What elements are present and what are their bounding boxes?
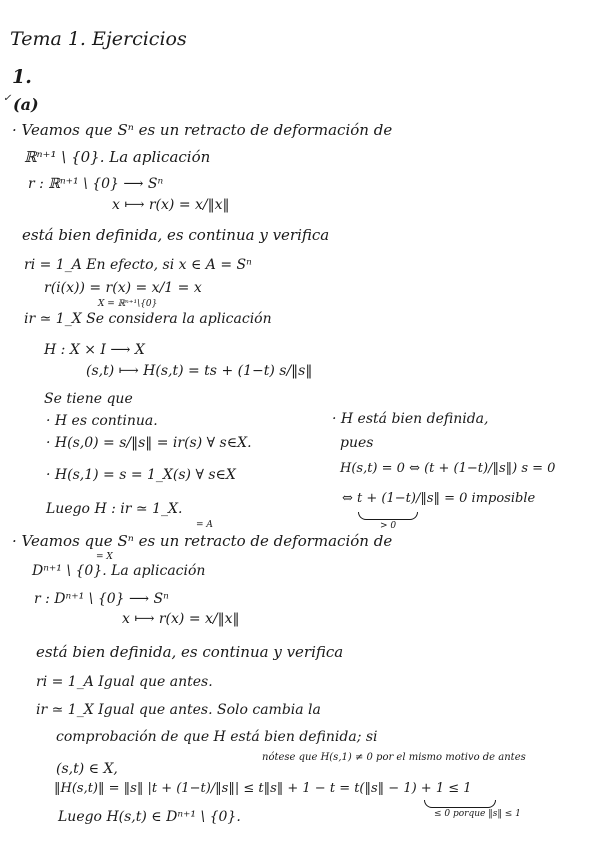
check-mark: ✓ [3, 93, 12, 104]
math-line: · H(s,1) = s = 1_X(s) ∀ s∈X [46, 467, 236, 483]
text-line: está bien definida, es continua y verifica [22, 226, 330, 244]
math-line: H : X × I ⟶ X [44, 342, 145, 358]
side-note: · H está bien definida, [332, 411, 489, 427]
text-line: está bien definida, es continua y verifica [36, 643, 344, 661]
text-line: Dⁿ⁺¹ \ {0}. La aplicación [32, 563, 206, 579]
text-line: · Veamos que Sⁿ es un retracto de deformación de [12, 532, 393, 550]
side-note: ⇔ t + (1−t)/‖s‖ = 0 imposible [342, 491, 536, 506]
side-note: pues [340, 435, 374, 451]
math-line: x ⟼ r(x) = x/‖x‖ [112, 197, 230, 213]
annotation: ≤ 0 porque ‖s‖ ≤ 1 [434, 809, 521, 819]
underbrace [358, 512, 418, 520]
text-line: Luego H(s,t) ∈ Dⁿ⁺¹ \ {0}. [58, 809, 241, 825]
side-note: H(s,t) = 0 ⇔ (t + (1−t)/‖s‖) s = 0 [340, 461, 556, 476]
math-line: r(i(x)) = r(x) = x/1 = x [44, 280, 202, 296]
annotation: = X [96, 552, 113, 562]
text-line: ir ≃ 1_X Igual que antes. Solo cambia la [36, 702, 321, 718]
math-line: (s,t) ∈ X, [56, 761, 118, 777]
text-line: Luego H : ir ≃ 1_X. [46, 501, 183, 517]
math-line: · H(s,0) = s/‖s‖ = ir(s) ∀ s∈X. [46, 435, 252, 451]
annotation: X = ℝⁿ⁺¹\{0} [98, 299, 158, 309]
annotation: = A [196, 520, 213, 530]
part-label: (a) [13, 95, 39, 114]
math-line: x ⟼ r(x) = x/‖x‖ [122, 611, 240, 627]
text-line: ℝⁿ⁺¹ \ {0}. La aplicación [24, 148, 211, 166]
annotation: > 0 [380, 521, 397, 531]
text-line: · Veamos que Sⁿ es un retracto de deformación de [12, 121, 393, 139]
math-line: r : Dⁿ⁺¹ \ {0} ⟶ Sⁿ [34, 591, 169, 607]
text-line: ri = 1_A En efecto, si x ∈ A = Sⁿ [24, 257, 252, 273]
page-title: Tema 1. Ejercicios [10, 28, 187, 50]
math-line: r : ℝⁿ⁺¹ \ {0} ⟶ Sⁿ [28, 176, 164, 192]
underbrace [424, 800, 496, 808]
annotation: nótese que H(s,1) ≠ 0 por el mismo motivo de antes [262, 752, 526, 763]
text-line: comprobación de que H está bien definida; si [56, 729, 378, 745]
math-line: ‖H(s,t)‖ = ‖s‖ |t + (1−t)/‖s‖| ≤ t‖s‖ + 1 − t = t(‖s‖ − 1) + 1 ≤ 1 [54, 781, 472, 796]
exercise-number: 1. [12, 66, 32, 88]
text-line: ri = 1_A Igual que antes. [36, 674, 213, 690]
text-line: · H es continua. [46, 413, 158, 429]
math-line: (s,t) ⟼ H(s,t) = ts + (1−t) s/‖s‖ [86, 363, 313, 379]
text-line: Se tiene que [44, 391, 133, 407]
text-line: ir ≃ 1_X Se considera la aplicación [24, 311, 272, 327]
